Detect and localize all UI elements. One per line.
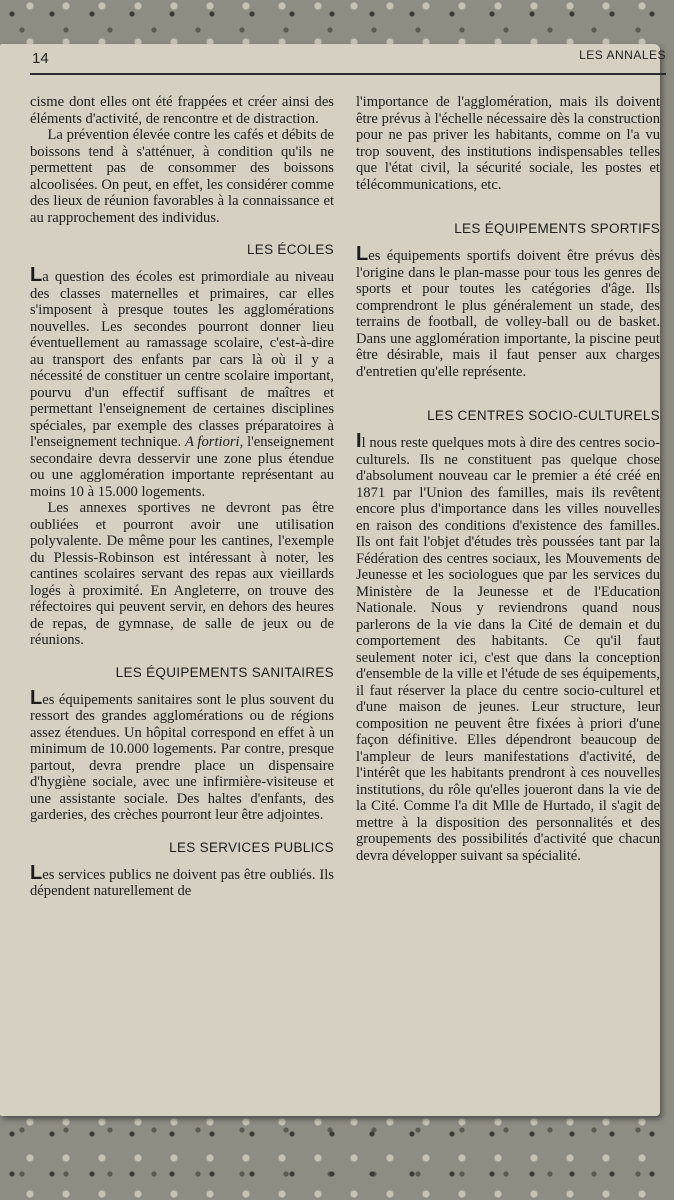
dropcap: L: [30, 264, 43, 286]
paragraph-text: es services publics ne doivent pas être oubliés. Ils dépendent naturellement de: [30, 866, 334, 899]
paragraph-sportifs: [356, 243, 660, 380]
section-title-ecoles: LES ÉCOLES: [246, 242, 334, 257]
dropcap: L: [30, 861, 43, 884]
section-title-sportifs: LES ÉQUIPEMENTS SPORTIFS: [454, 221, 660, 236]
section-title-services-publics: LES SERVICES PUBLICS: [169, 839, 334, 855]
paragraph-text: a question des écoles est primordiale au niveau des classes maternelles et primaires, car elles s'imposent à presque toutes les agglomérations nouvelles. Les secondes pourront donner lieu éventuellement au ramassage scolaire, c'est-à-dire au transport des enfants par cars là où il y a nécessité de constituer un centre scolaire important, pourvu d'un effectif suffisant de maîtres et permettant l'enseignement de certaines disciplines spéciales, par exemple des classes préparatoires à l'enseignement technique.: [30, 269, 334, 450]
paragraph-continuation: l'importance de l'agglomération, mais ils doivent être prévus à l'échelle nécessaire dès la construction pour ne pas priver les habitants, comme on l'a vu trop souvent, des institutions indispensables telles que l'état civil, la sécurité sociale, les postes et télécommunications, etc.: [356, 94, 660, 193]
paragraph-cafes: La prévention élevée contre les cafés et débits de boissons tend à s'atténuer, à condition qu'ils ne permettent pas de consommer des boissons alcoolisées. On peut, en effet, les considérer comme des lieux de réunion favorables à la connaissance et au rapprochement des individus.: [30, 127, 334, 226]
dropcap: L: [356, 243, 369, 265]
paragraph-services-publics: [30, 861, 334, 900]
paragraph-socio-culturels: [356, 430, 660, 864]
section-title-sanitaires: LES ÉQUIPEMENTS SANITAIRES: [115, 664, 334, 680]
running-head: LES ANNALES: [579, 48, 666, 62]
paragraph-sanitaires: [30, 686, 334, 824]
paragraph-ecoles-1: [30, 264, 334, 500]
paragraph-text: es équipements sanitaires sont le plus souvent du ressort des grandes agglomérations ou de régions assez étendues. Un hôpital correspond en effet à un minimum de 10.000 logements. Par contre, presque partout, devra prendre place un dispensaire d'hygiène sociale, avec une infirmière-visiteuse et une assistante sociale. Des haltes d'enfants, des garderies, des crèches pourront leur être adjointes.: [30, 691, 334, 823]
italic-text: A fortiori,: [184, 434, 244, 450]
spacer: [356, 193, 660, 205]
paragraph-continuation: cisme dont elles ont été frappées et créer ainsi des éléments d'activité, de rencontre et de distraction.: [30, 94, 334, 127]
section-title-socio-culturels: LES CENTRES SOCIO-CULTURELS: [427, 408, 660, 423]
dropcap: L: [30, 686, 43, 709]
page-number: 14: [32, 50, 49, 67]
paragraph-text: es équipements sportifs doivent être prévus dès l'origine dans le plan-masse pour tous les genres de sports et pour toutes les catégories d'âge. Ils comprendront le plus généralement un stade, des terrains de football, de volley-ball ou de basket. Dans une agglomération importante, la piscine peut être désirable, mais il faut penser aux charges d'entretien qu'elle représente.: [356, 248, 660, 380]
paragraph-text: l'enseignement secondaire devra desservir une zone plus étendue ou une agglomération importante représentant au moins 10 à 15.000 logements.: [30, 434, 334, 500]
paragraph-text: l nous reste quelques mots à dire des centres socio-culturels. Ils ne constituent pas quelque chose d'absolument nouveau car le premier a été créé en 1871 par l'Union des familles, mais ils revêtent encore plus d'importance dans les villes nouvelles en raison des conditions d'existence des familles. Ils ont fait l'objet d'études très poussées tant par la Fédération des centres sociaux, les Mouvements de Jeunesse et les sociologues que par les services du Ministère de la Jeunesse et de l'Education Nationale. Nous y reviendrons quand nous parlerons de la vie dans la Cité de demain et du comportement des habitants. Ce qu'il faut seulement noter ici, c'est que dans la conception d'ensemble de la ville et l'étude de ses équipements, il faut réserver la place du centre socio-culturel et d'une maison de jeunes. Leur structure, leur composition ne peuvent être fixées à priori d'une façon définitive. Elles dépendront beaucoup de l'ampleur de leurs manifestations d'activité, de l'intérêt que les habitants prendront à ces nouvelles institutions, du rôle qu'elles joueront dans la vie de la Cité. Comme l'a dit Mlle de Hurtado, il s'agit de mettre à la disposition des personnalités et des groupements des possibilités d'activité que chacun devra développer suivant sa spécialité.: [356, 435, 660, 864]
left-column: [30, 94, 334, 900]
paragraph-ecoles-2: Les annexes sportives ne devront pas être oubliées et pourront avoir une utilisation polyvalente. De même pour les cantines, l'exemple du Plessis-Robinson est intéressant à noter, les cantines scolaires servant des repas aux vieillards logés à proximité. En Angleterre, on trouve des réfectoires qui peuvent servir, en dehors des heures de repas, de gymnase, de salle de jeux ou de réunions.: [30, 500, 334, 648]
spacer: [356, 380, 660, 392]
page-header: [30, 50, 666, 66]
right-column: [356, 94, 660, 864]
dropcap: I: [356, 430, 362, 452]
header-rule: [30, 73, 666, 75]
